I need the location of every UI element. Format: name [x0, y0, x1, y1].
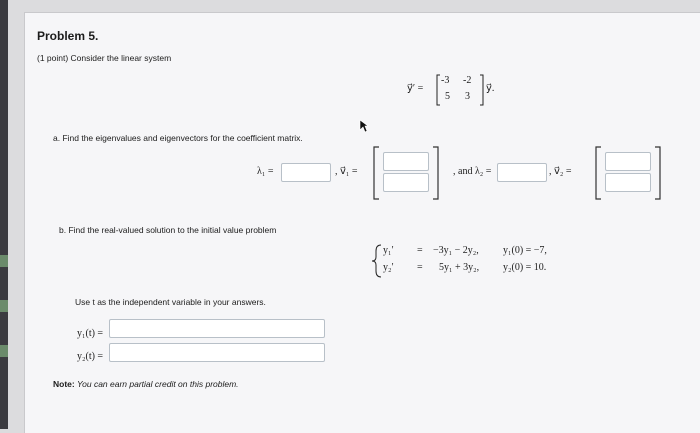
y2-label: y₂(t) =: [77, 351, 104, 362]
system-brace: [371, 243, 383, 279]
v2-component-2-input[interactable]: [605, 173, 651, 192]
matrix-cell-21: 5: [445, 91, 450, 102]
matrix-cell-11: -3: [441, 75, 450, 86]
v2-component-1-input[interactable]: [605, 152, 651, 171]
partial-credit-note: [53, 379, 239, 389]
eq1-rhs: −3y₁ − 2y₂,: [433, 245, 479, 256]
edge-marker: [0, 300, 8, 312]
mouse-cursor-icon: [359, 119, 369, 133]
part-a-prompt: a. Find the eigenvalues and eigenvectors for the coefficient matrix.: [53, 133, 303, 143]
problem-title: Problem 5.: [37, 29, 99, 43]
y1-label: y₁(t) =: [77, 328, 104, 339]
eq1-initial-condition: y₁(0) = −7,: [503, 245, 547, 256]
eq1-equals: =: [417, 245, 423, 256]
note-text: You can earn partial credit on this problem.: [74, 379, 239, 389]
edge-marker: [0, 255, 8, 267]
eq2-equals: =: [417, 262, 423, 273]
edge-marker: [0, 345, 8, 357]
lambda1-input[interactable]: [281, 163, 331, 182]
eq2-lhs: y₂′: [383, 262, 394, 273]
note-label: Note:: [53, 379, 75, 389]
eq2-rhs: 5y₁ + 3y₂,: [439, 262, 480, 273]
window-edge-strip: [0, 0, 8, 429]
v1-component-1-input[interactable]: [383, 152, 429, 171]
matrix-cell-22: 3: [465, 91, 470, 102]
problem-intro: (1 point) Consider the linear system: [37, 53, 172, 63]
and-lambda2-label: , and λ₂ =: [453, 166, 492, 177]
system-lhs: y⃗′ =: [407, 83, 424, 94]
matrix-cell-12: -2: [463, 75, 472, 86]
lambda2-input[interactable]: [497, 163, 547, 182]
system-rhs: y⃗.: [486, 83, 495, 94]
v1-label: , v⃗₁ =: [335, 166, 358, 177]
y1-solution-input[interactable]: [109, 319, 325, 338]
v1-component-2-input[interactable]: [383, 173, 429, 192]
problem-page: [24, 12, 700, 433]
lambda1-label: λ₁ =: [257, 166, 274, 177]
eq1-lhs: y₁′: [383, 245, 394, 256]
independent-variable-instruction: Use t as the independent variable in your answers.: [75, 297, 266, 307]
part-b-prompt: b. Find the real-valued solution to the initial value problem: [59, 225, 277, 235]
v2-label: , v⃗₂ =: [549, 166, 572, 177]
eq2-initial-condition: y₂(0) = 10.: [503, 262, 547, 273]
y2-solution-input[interactable]: [109, 343, 325, 362]
